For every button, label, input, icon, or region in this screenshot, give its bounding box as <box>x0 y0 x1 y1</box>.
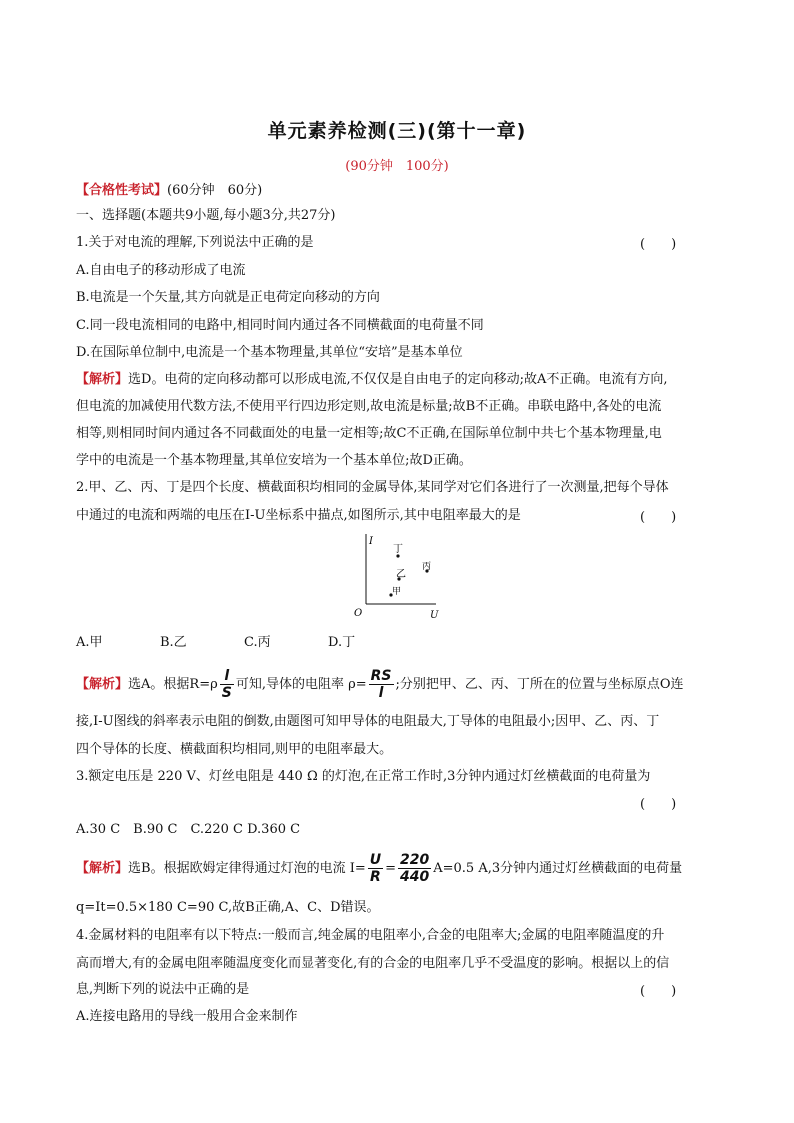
q2-analysis-line1: 【解析】选A。根据R=ρ $\frac{l}{S}$ 可知,导体的电阻率 ρ= $\frac{RS}{l}$ ;分别把甲、乙、丙、丁所在的位置与坐标原点O连 <box>76 668 684 701</box>
q2-option-a: A.甲 <box>76 635 103 650</box>
q2-option-b: B.乙 <box>160 635 187 650</box>
point-jia-label: 甲 <box>392 587 402 597</box>
i-axis-label: I <box>369 536 373 547</box>
point-yi-label: 乙 <box>396 569 406 580</box>
page-subtitle: (90分钟 100分) <box>345 159 449 174</box>
q4-stem-line2: 高而增大,有的金属电阻率随温度变化而显著变化,有的合金的电阻率几乎不受温度的影响。根据以上的信 <box>76 956 670 971</box>
q4-option-a: A.连接电路用的导线一般用合金来制作 <box>76 1009 298 1024</box>
section-header <box>76 181 262 201</box>
q2-analysis-line2: 接,I-U图线的斜率表示电阻的倒数,由题图可知甲导体的电阻最大,丁导体的电阻最小;因甲、乙、丙、丁 <box>76 714 660 729</box>
q3-analysis-line1: 【解析】选B。根据欧姆定律得通过灯泡的电流 I= $\frac{U}{R}$ = $\frac{220}{440}$ A=0.5 A,3分钟内通过灯丝横截面的电荷量 <box>76 852 683 885</box>
q2-stem-line2: 中通过的电流和两端的电压在I-U坐标系中描点,如图所示,其中电阻率最大的是 <box>76 508 521 523</box>
q4-answer-blank: ( ) <box>640 984 677 999</box>
fraction-rs-over-l: $\frac{RS}{l}$ <box>370 668 392 701</box>
q1-answer-blank: ( ) <box>640 237 677 252</box>
point-ding-label: 丁 <box>393 544 403 555</box>
q2-analysis-line3: 四个导体的长度、横截面积均相同,则甲的电阻率最大。 <box>76 742 393 757</box>
q3-answer-blank: ( ) <box>640 797 677 812</box>
q3-stem: 3.额定电压是 220 V、灯丝电阻是 440 Ω 的灯泡,在正常工作时,3分钟内通过灯丝横截面的电荷量为 <box>76 769 651 784</box>
q1-analysis-label: 【解析】 <box>76 372 129 387</box>
section-label: 【合格性考试】 <box>76 183 168 198</box>
q2-options <box>76 633 355 653</box>
q1-option-a: A.自由电子的移动形成了电流 <box>76 263 246 278</box>
q1-analysis-line1: 【解析】选D。电荷的定向移动都可以形成电流,不仅仅是自由电子的定向移动;故A不正确。电流有方向, <box>76 372 668 387</box>
q3-analysis-label: 【解析】 <box>76 861 129 876</box>
fraction-u-over-r: $\frac{U}{R}$ <box>369 852 382 885</box>
q1-option-b: B.电流是一个矢量,其方向就是正电荷定向移动的方向 <box>76 290 380 305</box>
q1-analysis-line4: 学中的电流是一个基本物理量,其单位安培为一个基本单位;故D正确。 <box>76 453 472 468</box>
q1-option-c: C.同一段电流相同的电路中,相同时间内通过各不同横截面的电荷量不同 <box>76 318 484 333</box>
q2-option-d: D.丁 <box>328 635 356 650</box>
q3-options: A.30 C B.90 C C.220 C D.360 C <box>76 822 301 837</box>
fraction-220-over-440: $\frac{220}{440}$ <box>400 852 430 885</box>
q2-option-c: C.丙 <box>244 635 271 650</box>
point-bing-label: 丙 <box>422 562 432 572</box>
q2-answer-blank: ( ) <box>640 510 677 525</box>
fraction-l-over-s: $\frac{l}{S}$ <box>221 668 232 701</box>
q1-analysis-line2: 但电流的加减使用代数方法,不使用平行四边形定则,故电流是标量;故B不正确。串联电路中,各处的电流 <box>76 399 662 414</box>
q1-analysis-line3: 相等,则相同时间内通过各不同截面处的电量一定相等;故C不正确,在国际单位制中共七个基本物理量,电 <box>76 426 662 441</box>
q4-stem-line3: 息,判断下列的说法中正确的是 <box>76 982 250 997</box>
part-heading: 一、选择题(本题共9小题,每小题3分,共27分) <box>76 208 336 223</box>
page-title: 单元素养检测(三)(第十一章) <box>267 120 527 142</box>
section-info: (60分钟 60分) <box>167 183 263 198</box>
q1-option-d: D.在国际单位制中,电流是一个基本物理量,其单位“安培”是基本单位 <box>76 345 463 360</box>
q3-analysis-line2: q=It=0.5×180 C=90 C,故B正确,A、C、D错误。 <box>76 900 380 915</box>
q1-stem: 1.关于对电流的理解,下列说法中正确的是 <box>76 235 314 250</box>
q2-stem-line1: 2.甲、乙、丙、丁是四个长度、横截面积均相同的金属导体,某同学对它们各进行了一次测量,把每个导体 <box>76 480 669 495</box>
iu-graph <box>352 532 442 622</box>
q2-analysis-label: 【解析】 <box>76 677 129 692</box>
u-axis-label: U <box>430 610 439 621</box>
q4-stem-line1: 4.金属材料的电阻率有以下特点:一般而言,纯金属的电阻率小,合金的电阻率大;金属的电阻率随温度的升 <box>76 928 665 943</box>
origin-label: O <box>354 608 363 619</box>
